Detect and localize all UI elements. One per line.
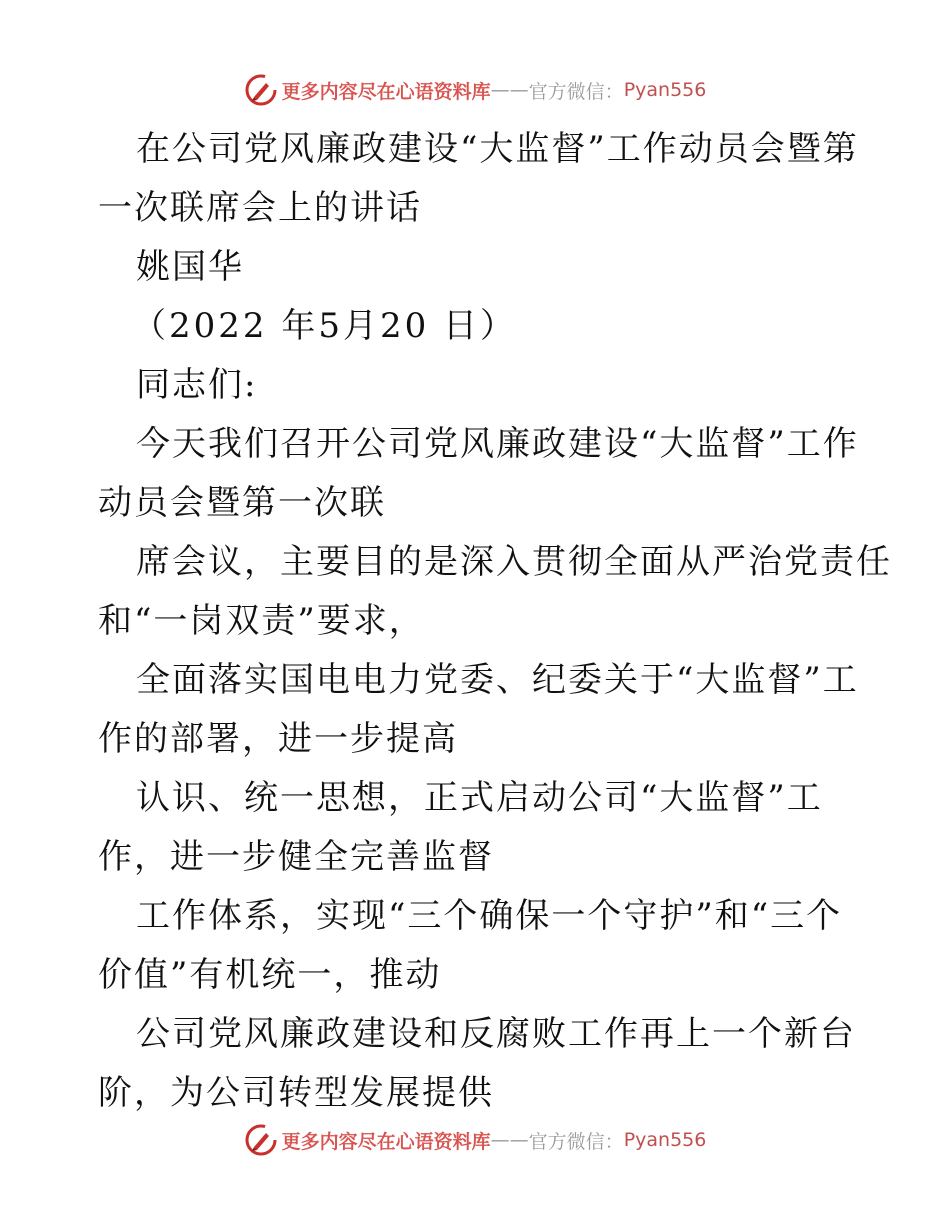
watermark-brand: 更多内容尽在心语资料库 (281, 1130, 491, 1153)
pen-logo-icon (244, 1123, 278, 1157)
document-line: 价值”有机统一，推动 (98, 955, 442, 995)
document-line: 一次联席会上的讲话 (98, 188, 422, 228)
watermark-wechat-id: Pyan556 (623, 1129, 707, 1151)
watermark-wechat-id: Pyan556 (623, 79, 707, 101)
watermark-dash: —— (490, 1129, 529, 1151)
document-line: 今天我们召开公司党风廉政建设“大监督”工作 (136, 424, 859, 464)
document-line: 阶，为公司转型发展提供 (98, 1073, 494, 1113)
watermark-header (0, 70, 950, 110)
document-line: 姚国华 (136, 247, 244, 287)
document-line: 作的部署，进一步提高 (98, 719, 458, 759)
document-line: 全面落实国电电力党委、纪委关于“大监督”工 (136, 660, 859, 700)
document-line: （2022 年5月20 日） (132, 306, 518, 346)
watermark-wechat-label: 官方微信： (528, 1130, 624, 1153)
pen-logo-icon (244, 73, 278, 107)
document-line: 工作体系，实现“三个确保一个守护”和“三个 (136, 896, 843, 936)
watermark-footer (0, 1120, 950, 1160)
watermark-wechat-label: 官方微信： (528, 80, 624, 103)
document-line: 公司党风廉政建设和反腐败工作再上一个新台 (136, 1014, 856, 1054)
document-body (98, 120, 892, 1123)
document-line: 在公司党风廉政建设“大监督”工作动员会暨第 (136, 129, 859, 169)
watermark-brand: 更多内容尽在心语资料库 (281, 80, 491, 103)
document-line: 认识、统一思想，正式启动公司“大监督”工 (136, 778, 823, 818)
document-line: 席会议，主要目的是深入贯彻全面从严治党责任 (136, 542, 892, 582)
document-line: 作，进一步健全完善监督 (98, 837, 494, 877)
document-line: 同志们: (136, 365, 258, 405)
document-line: 和“一岗双责”要求， (98, 601, 425, 641)
document-line: 动员会暨第一次联 (98, 483, 386, 523)
watermark-dash: —— (490, 79, 529, 101)
